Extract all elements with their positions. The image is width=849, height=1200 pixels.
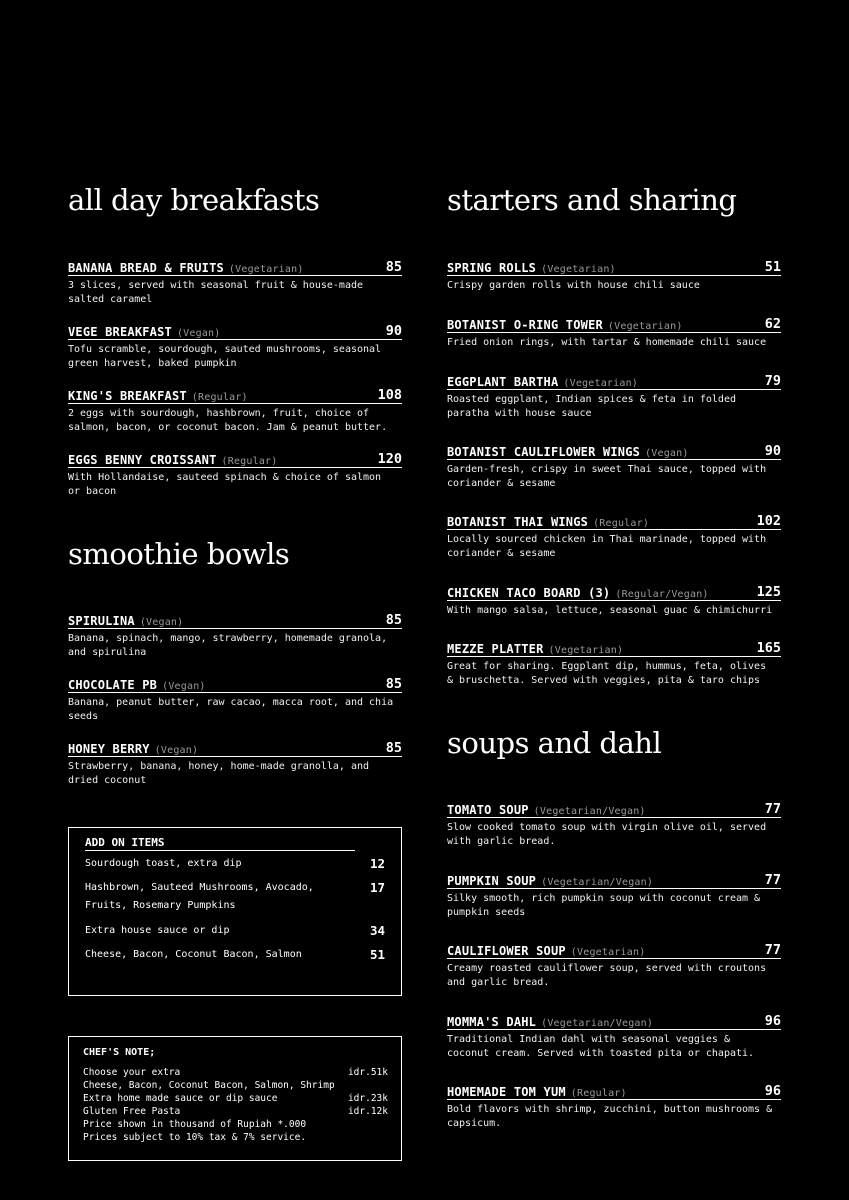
item-header [68,740,402,757]
chef-note-line: Extra home made sauce or dip sauce idr.23k [83,1093,388,1104]
item-price: 77 [764,801,781,817]
item-price: 108 [377,387,402,403]
item-name: CHICKEN TACO BOARD (3) (Regular/Vegan) [447,586,709,600]
item-description: Great for sharing. Eggplant dip, hummus, feta, olives & bruschetta. Served with veggies, pita & taro chips [447,661,767,686]
menu-item [447,1013,781,1060]
menu-item [68,740,402,787]
diet-tag: (Vegan) [162,681,206,692]
diet-tag: (Vegetarian/Vegan) [533,806,646,817]
chef-note-price: idr.23k [347,1093,388,1104]
item-description: 3 slices, served with seasonal fruit & house-made salted caramel [68,280,364,305]
add-on-price: 12 [369,856,385,871]
chef-note-line: Prices subject to 10% tax & 7% service. [83,1132,307,1143]
diet-tag: (Regular/Vegan) [615,589,709,600]
item-name: CAULIFLOWER SOUP (Vegetarian) [447,944,646,958]
add-on-title: ADD ON ITEMS [85,836,355,851]
add-on-row [85,879,385,915]
item-description: Fried onion rings, with tartar & homemade chili sauce [447,337,767,348]
menu-item [447,373,781,420]
item-header [447,316,781,333]
item-name: BOTANIST O-RING TOWER (Vegetarian) [447,318,683,332]
chef-note-title: CHEF'S NOTE; [83,1047,156,1058]
chef-note-line: Price shown in thousand of Rupiah *.000 [83,1119,307,1130]
item-name: BOTANIST THAI WINGS (Regular) [447,515,650,529]
chef-note-price: idr.51k [347,1067,388,1078]
item-description: Banana, peanut butter, raw cacao, macca root, and chia seeds [68,697,394,722]
diet-tag: (Vegetarian) [570,947,646,958]
item-price: 96 [764,1013,781,1029]
menu-item [68,676,402,723]
item-price: 90 [764,443,781,459]
diet-tag: (Regular) [593,518,650,529]
add-on-price: 34 [369,923,385,938]
item-price: 120 [377,451,402,467]
chef-note-line: Cheese, Bacon, Coconut Bacon, Salmon, Shrimp [83,1080,335,1091]
menu-item [68,387,402,434]
item-header [68,451,402,468]
diet-tag: (Vegan) [176,328,221,339]
menu-item [447,872,781,919]
item-header [68,259,402,276]
menu-item [447,513,781,560]
item-header [447,443,781,460]
add-on-row [85,946,385,964]
menu-item [447,942,781,989]
item-description: Tofu scramble, sourdough, sauted mushrooms, seasonal green harvest, baked pumpkin [68,344,382,369]
menu-item [447,640,781,687]
item-description: Bold flavors with shrimp, zucchini, button mushrooms & capsicum. [447,1104,773,1129]
section-title-breakfasts: all day breakfasts [68,183,320,217]
section-title-starters: starters and sharing [447,183,737,217]
diet-tag: (Vegetarian) [607,321,683,332]
item-price: 79 [764,373,781,389]
item-name: HOMEMADE TOM YUM (Regular) [447,1085,627,1099]
item-price: 51 [764,259,781,275]
item-price: 96 [764,1083,781,1099]
item-header [447,373,781,390]
section-title-smoothie: smoothie bowls [68,537,290,571]
item-header [447,872,781,889]
item-description: Roasted eggplant, Indian spices & feta in folded paratha with house sauce [447,394,736,419]
item-name: CHOCOLATE PB (Vegan) [68,678,206,692]
item-price: 62 [764,316,781,332]
chef-note-box [68,1036,402,1161]
item-name: HONEY BERRY (Vegan) [68,742,199,756]
add-on-label: Hashbrown, Sauteed Mushrooms, Avocado, Fruits, Rosemary Pumpkins [85,882,314,911]
chef-note-price: idr.12k [347,1106,388,1117]
item-header [68,612,402,629]
menu-item [68,323,402,370]
add-on-label: Sourdough toast, extra dip [85,858,242,869]
menu-item [68,612,402,659]
add-on-box [68,827,402,996]
item-price: 85 [385,740,402,756]
diet-tag: (Regular) [221,456,278,467]
item-header [447,513,781,530]
diet-tag: (Vegan) [154,745,199,756]
item-name: EGGS BENNY CROISSANT (Regular) [68,453,278,467]
item-name: KING'S BREAKFAST (Regular) [68,389,248,403]
item-price: 85 [385,676,402,692]
item-name: EGGPLANT BARTHA (Vegetarian) [447,375,639,389]
item-header [447,584,781,601]
item-name: MEZZE PLATTER (Vegetarian) [447,642,624,656]
diet-tag: (Regular) [570,1088,627,1099]
item-description: With mango salsa, lettuce, seasonal guac & chimichurri [447,605,773,616]
item-name: BOTANIST CAULIFLOWER WINGS (Vegan) [447,445,689,459]
chef-note-line: Choose your extra idr.51k [83,1067,388,1078]
item-name: PUMPKIN SOUP (Vegetarian/Vegan) [447,874,654,888]
item-price: 90 [385,323,402,339]
item-name: SPIRULINA (Vegan) [68,614,184,628]
item-description: Banana, spinach, mango, strawberry, homemade granola, and spirulina [68,633,388,658]
item-name: BANANA BREAD & FRUITS (Vegetarian) [68,261,304,275]
diet-tag: (Vegetarian) [228,264,304,275]
add-on-label: Extra house sauce or dip [85,925,230,936]
diet-tag: (Vegan) [139,617,184,628]
item-name: TOMATO SOUP (Vegetarian/Vegan) [447,803,646,817]
menu-item [447,259,781,293]
item-description: Crispy garden rolls with house chili sauce [447,280,700,291]
chef-note-line: Gluten Free Pasta idr.12k [83,1106,388,1117]
item-price: 85 [385,259,402,275]
menu-item [447,801,781,848]
item-header [447,942,781,959]
add-on-price: 51 [369,947,385,962]
item-header [447,259,781,276]
item-header [447,640,781,657]
diet-tag: (Vegetarian) [548,645,624,656]
section-title-soups: soups and dahl [447,726,662,760]
item-description: 2 eggs with sourdough, hashbrown, fruit, choice of salmon, bacon, or coconut bacon. Jam & peanut butter. [68,408,388,433]
menu-item [68,259,402,306]
item-header [447,801,781,818]
item-price: 85 [385,612,402,628]
diet-tag: (Vegetarian/Vegan) [541,877,654,888]
item-header [447,1083,781,1100]
diet-tag: (Vegan) [645,448,689,459]
item-header [447,1013,781,1030]
item-description: Garden-fresh, crispy in sweet Thai sauce, topped with coriander & sesame [447,464,767,489]
menu-item [447,443,781,490]
item-description: Traditional Indian dahl with seasonal veggies & coconut cream. Served with toasted pita or chapati. [447,1034,755,1059]
item-description: Creamy roasted cauliflower soup, served with croutons and garlic bread. [447,963,767,988]
item-description: With Hollandaise, sauteed spinach & choice of salmon or bacon [68,472,382,497]
item-name: SPRING ROLLS (Vegetarian) [447,261,616,275]
add-on-row [85,855,385,873]
item-description: Silky smooth, rich pumpkin soup with coconut cream & pumpkin seeds [447,893,761,918]
item-price: 102 [756,513,781,529]
item-name: MOMMA'S DAHL (Vegetarian/Vegan) [447,1015,654,1029]
diet-tag: (Regular) [191,392,248,403]
menu-item [447,316,781,350]
item-description: Locally sourced chicken in Thai marinade, topped with coriander & sesame [447,534,767,559]
add-on-row [85,922,385,940]
item-price: 77 [764,942,781,958]
item-header [68,323,402,340]
item-header [68,387,402,404]
diet-tag: (Vegetarian) [563,378,639,389]
diet-tag: (Vegetarian) [541,264,616,275]
menu-item [447,1083,781,1130]
menu-item [447,584,781,618]
item-price: 77 [764,872,781,888]
add-on-label: Cheese, Bacon, Coconut Bacon, Salmon [85,949,302,960]
item-price: 125 [756,584,781,600]
item-price: 165 [756,640,781,656]
item-name: VEGE BREAKFAST (Vegan) [68,325,221,339]
add-on-price: 17 [369,880,385,895]
item-description: Strawberry, banana, honey, home-made granolla, and dried coconut [68,761,370,786]
item-description: Slow cooked tomato soup with virgin olive oil, served with garlic bread. [447,822,767,847]
diet-tag: (Vegetarian/Vegan) [541,1018,654,1029]
item-header [68,676,402,693]
menu-item [68,451,402,498]
